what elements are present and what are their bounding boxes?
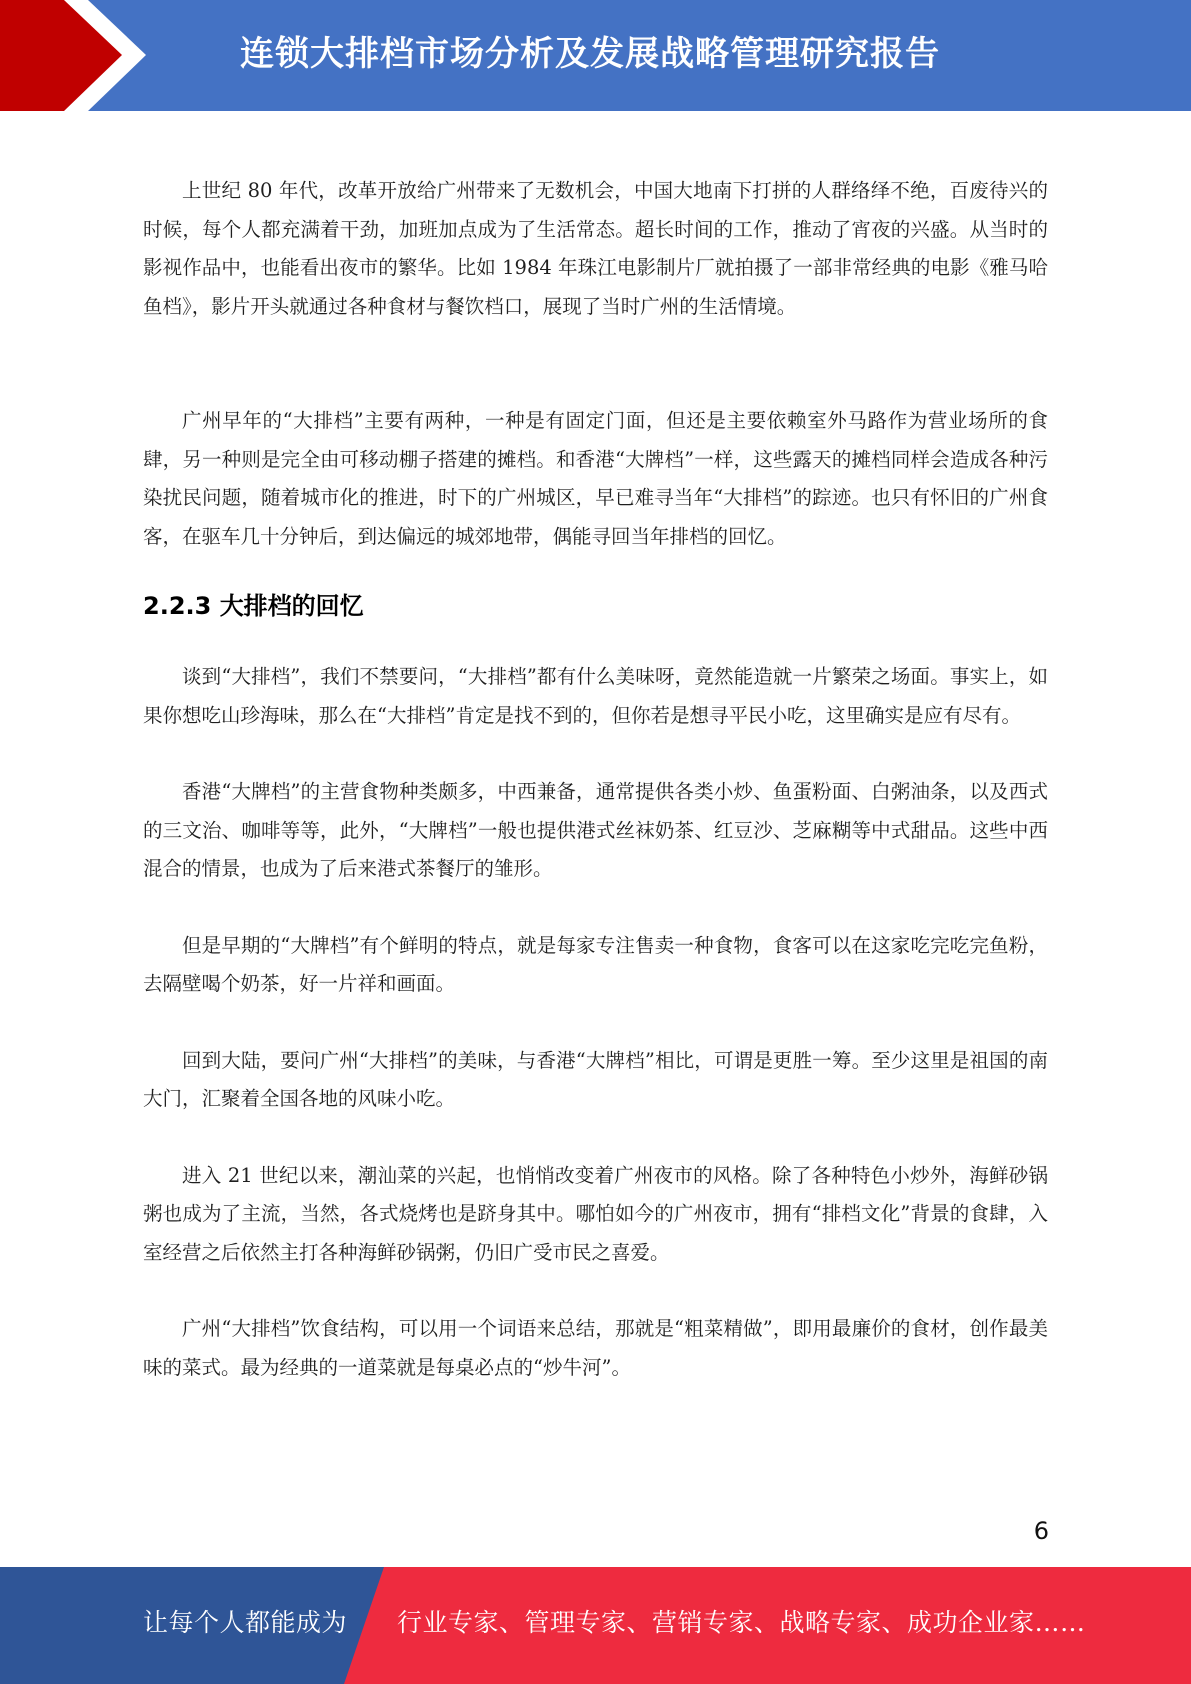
footer-banner	[0, 1567, 1191, 1684]
page-content	[143, 172, 1048, 1387]
footer-slogan-right: 行业专家、管理专家、营销专家、战略专家、成功企业家……	[397, 1608, 1086, 1637]
paragraph-1980s: 上世纪 80 年代，改革开放给广州带来了无数机会，中国大地南下打拼的人群络绎不绝，百废待兴的时候，每个人都充满着干劲，加班加点成为了生活常态。超长时间的工作，推动了宵夜的兴盛。从当时的影视作品中，也能看出夜市的繁华。比如 1984 年珠江电影制片厂就拍摄了一部非常经典的电影《雅马哈鱼档》，影片开头就通过各种食材与餐饮档口，展现了当时广州的生活情境。	[143, 179, 1048, 318]
paragraph-early-guangzhou: 广州早年的“大排档”主要有两种，一种是有固定门面，但还是主要依赖室外马路作为营业场所的食肆，另一种则是完全由可移动棚子搭建的摊档。和香港“大牌档”一样，这些露天的摊档同样会造成各种污染扰民问题，随着城市化的推进，时下的广州城区，早已难寻当年“大排档”的踪迹。也只有怀旧的广州食客，在驱车几十分钟后，到达偏远的城郊地带，偶能寻回当年排档的回忆。	[143, 409, 1048, 548]
report-title: 连锁大排档市场分析及发展战略管理研究报告	[240, 34, 940, 74]
page-number: 6	[1033, 1517, 1049, 1545]
paragraph-21st-century: 进入 21 世纪以来，潮汕菜的兴起，也悄悄改变着广州夜市的风格。除了各种特色小炒外，海鲜砂锅粥也成为了主流，当然，各式烧烤也是跻身其中。哪怕如今的广州夜市，拥有“排档文化”背景的食肆，入室经营之后依然主打各种海鲜砂锅粥，仍旧广受市民之喜爱。	[143, 1163, 1048, 1264]
footer-slogan-left: 让每个人都能成为	[143, 1608, 348, 1637]
header-banner	[0, 0, 1191, 111]
paragraph-food-structure: 广州“大排档”饮食结构，可以用一个词语来总结，那就是“粗菜精做”，即用最廉价的食材，创作最美味的菜式。最为经典的一道菜就是每桌必点的“炒牛河”。	[143, 1317, 1048, 1379]
paragraph-hongkong-food: 香港“大牌档”的主营食物种类颇多，中西兼备，通常提供各类小炒、鱼蛋粉面、白粥油条，以及西式的三文治、咖啡等等，此外，“大牌档”一般也提供港式丝袜奶茶、红豆沙、芝麻糊等中式甜品。这些中西混合的情景，也成为了后来港式茶餐厅的雏形。	[143, 780, 1048, 880]
paragraph-memory-intro: 谈到“大排档”，我们不禁要问，“大排档”都有什么美味呀，竟然能造就一片繁荣之场面。事实上，如果你想吃山珍海味，那么在“大排档”肯定是找不到的，但你若是想寻平民小吃，这里确实是应有尽有。	[143, 665, 1048, 727]
section-heading: 2.2.3 大排档的回忆	[143, 592, 364, 620]
paragraph-mainland: 回到大陆，要问广州“大排档”的美味，与香港“大牌档”相比，可谓是更胜一筹。至少这里是祖国的南大门，汇聚着全国各地的风味小吃。	[143, 1048, 1048, 1110]
paragraph-early-feature: 但是早期的“大牌档”有个鲜明的特点，就是每家专注售卖一种食物，食客可以在这家吃完吃完鱼粉，去隔壁喝个奶茶，好一片祥和画面。	[143, 933, 1048, 995]
